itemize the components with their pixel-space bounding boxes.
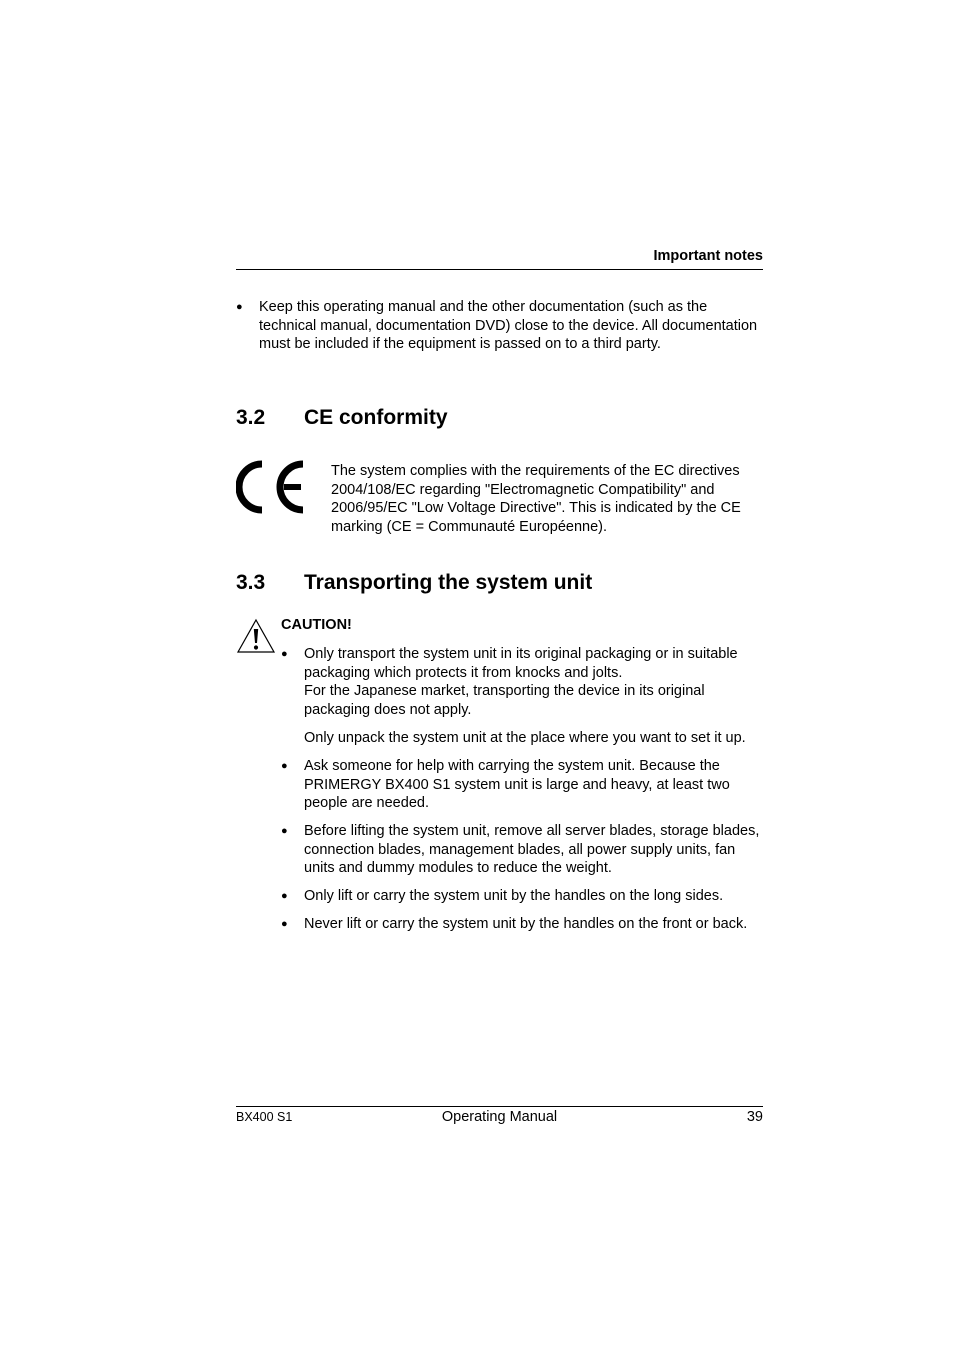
section-heading-transport (0, 570, 954, 596)
transport-bullet-4: Only lift or carry the system unit by the handles on the long sides. (304, 888, 724, 904)
caution-triangle-icon (236, 618, 276, 654)
bullet-icon: ● (281, 760, 288, 772)
bullet-icon: ● (236, 301, 243, 313)
page-number: 39 (746, 1109, 763, 1125)
header-rule (236, 269, 763, 270)
running-header: Important notes (653, 248, 763, 264)
transport-note: Only unpack the system unit at the place where you want to set it up. (304, 730, 746, 746)
caution-label: CAUTION! (281, 617, 352, 633)
bullet-paragraph: For the Japanese market, transporting the device in its original packaging does not apply. (304, 683, 705, 718)
section-number: 3.2 (236, 406, 266, 429)
ce-conformity-text: The system complies with the requirements of the EC directives 2004/108/EC regarding "Electromagnetic Compatibility" and 2006/95/EC "Low Voltage Directive". This is indicated by the CE marking (CE = Communauté Européenne). (331, 463, 741, 535)
bullet-paragraph: Only transport the system unit in its original packaging or in suitable packaging which protects it from knocks and jolts. (304, 646, 738, 681)
bullet-icon: ● (281, 825, 288, 837)
transport-bullet-3: Before lifting the system unit, remove all server blades, storage blades, connection blades, management blades, all power supply units, fan units and dummy modules to reduce the weight. (304, 823, 760, 876)
transport-bullet-2: Ask someone for help with carrying the system unit. Because the PRIMERGY BX400 S1 system unit is large and heavy, at least two people are needed. (304, 758, 730, 811)
section-number: 3.3 (236, 571, 266, 594)
footer-model: BX400 S1 (236, 1110, 293, 1124)
intro-bullet-text: Keep this operating manual and the other documentation (such as the technical manual, documentation DVD) close to the device. All documentation must be included if the equipment is passed on to a third party. (259, 299, 758, 352)
footer-title: Operating Manual (441, 1109, 558, 1125)
bullet-icon: ● (281, 648, 288, 660)
footer-rule (236, 1106, 763, 1107)
section-title: CE conformity (304, 406, 448, 429)
bullet-icon: ● (281, 918, 288, 930)
ce-mark-icon (236, 460, 306, 514)
transport-bullet-5: Never lift or carry the system unit by the handles on the front or back. (304, 916, 748, 932)
section-heading-ce (0, 405, 954, 431)
section-title: Transporting the system unit (304, 571, 593, 594)
bullet-icon: ● (281, 890, 288, 902)
transport-bullet-1 (304, 645, 766, 719)
